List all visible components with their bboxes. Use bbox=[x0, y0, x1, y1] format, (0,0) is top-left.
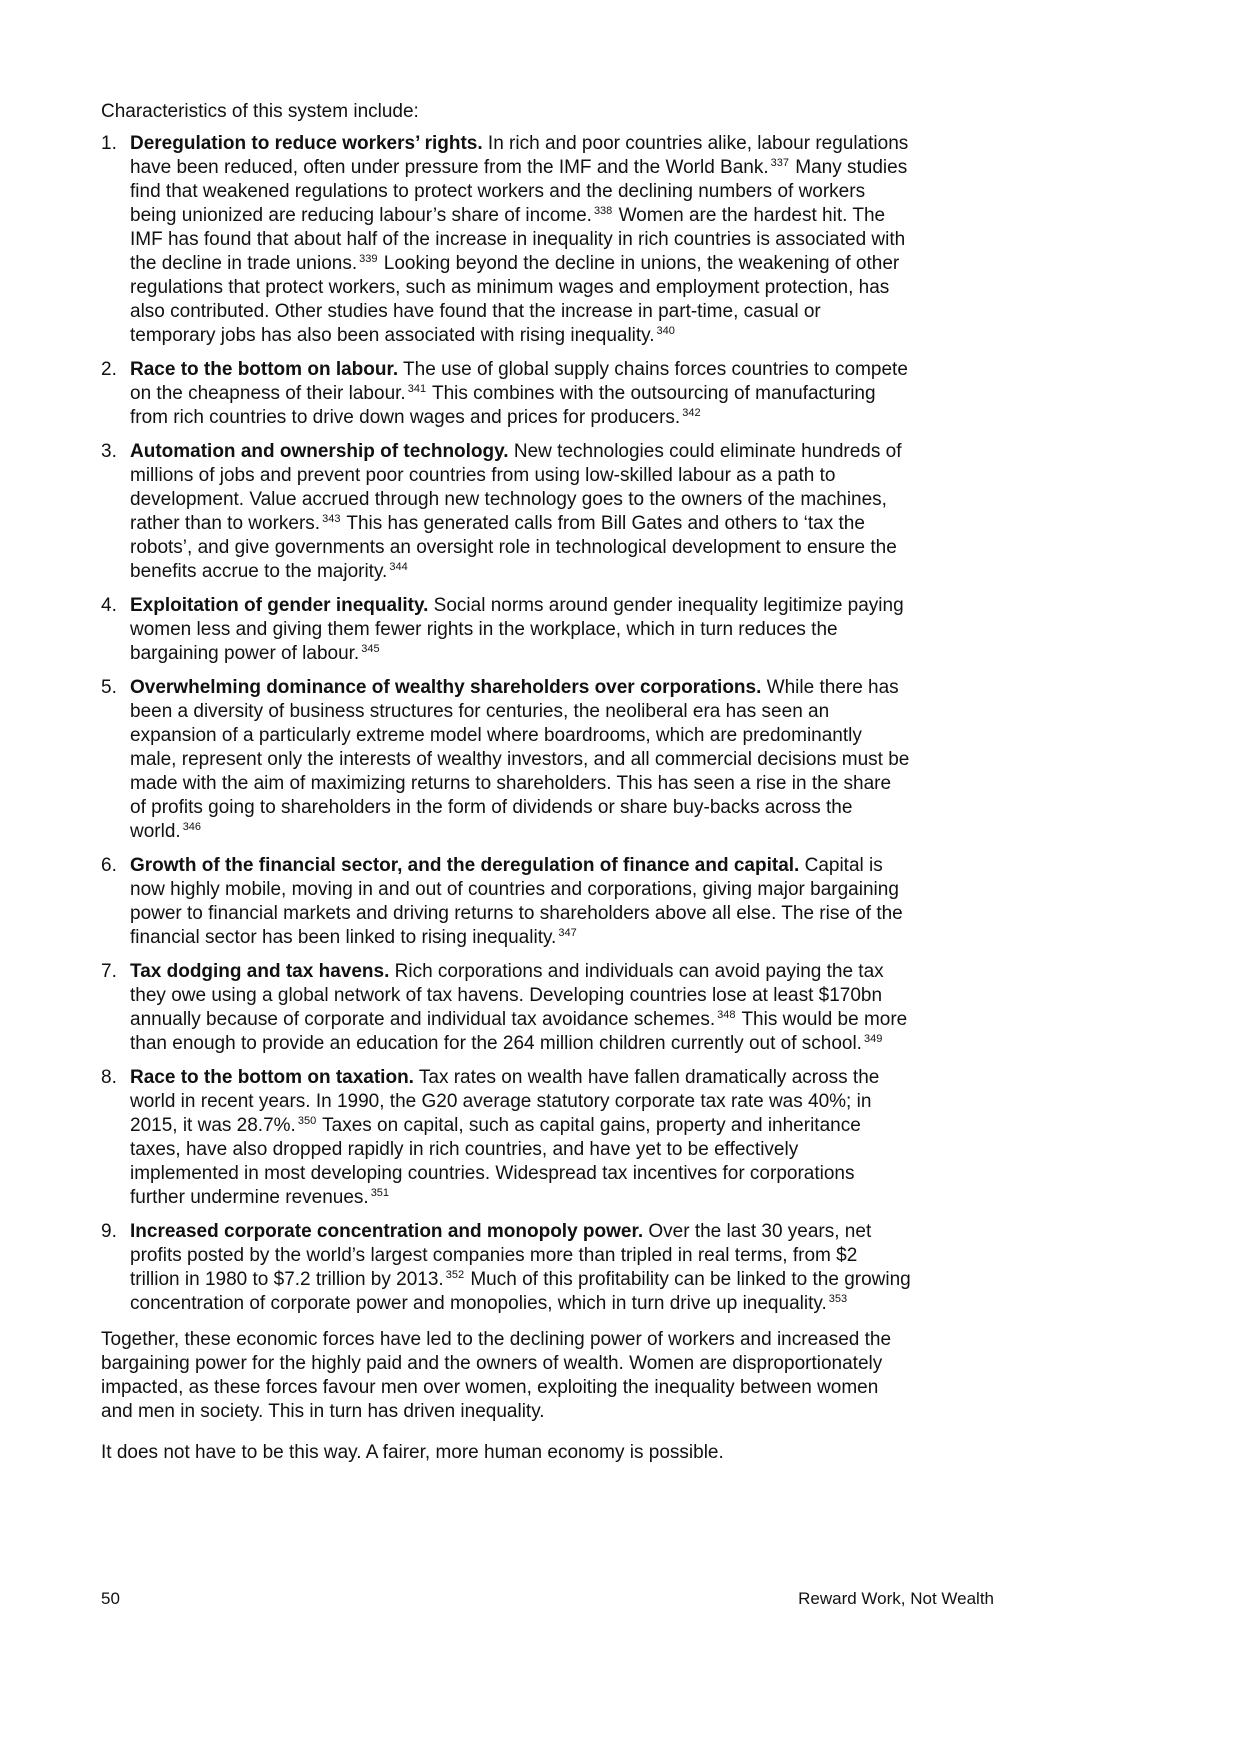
footnote-ref[interactable]: 351 bbox=[370, 1187, 390, 1199]
page-number: 50 bbox=[101, 1589, 120, 1608]
item-heading: Overwhelming dominance of wealthy shareholders over corporations. bbox=[130, 677, 762, 698]
item-number: 6. bbox=[101, 855, 117, 876]
item-text: In rich and poor countries alike, labour regulations have been reduced, often under pressure from the IMF and the World Bank. bbox=[130, 133, 909, 178]
footnote-ref[interactable]: 344 bbox=[389, 561, 408, 573]
item-text: This has generated calls from Bill Gates and others to ‘tax the robots’, and give governments an oversight role in technological development to ensure the benefits accrue to the majority. bbox=[130, 513, 897, 582]
footnote-ref[interactable]: 338 bbox=[593, 205, 613, 217]
footnote-ref[interactable]: 348 bbox=[717, 1009, 736, 1021]
item-heading: Deregulation to reduce workers’ rights. bbox=[130, 133, 483, 154]
item-number: 1. bbox=[101, 133, 117, 154]
item-number: 2. bbox=[101, 359, 117, 380]
item-heading: Race to the bottom on taxation. bbox=[130, 1067, 414, 1088]
footnote-ref[interactable]: 347 bbox=[558, 927, 577, 939]
footnote-ref[interactable]: 345 bbox=[361, 643, 380, 655]
conclusion-paragraph: Together, these economic forces have led to the declining power of workers and increased the bargaining power for the highly paid and the owners of wealth. Women are disproportionately impacted, as these forces favour men over women, exploiting the inequality between women and men in society. This in turn has driven inequality. bbox=[101, 1329, 892, 1422]
footnote-ref[interactable]: 349 bbox=[863, 1033, 883, 1045]
item-number: 5. bbox=[101, 677, 117, 698]
document-title: Reward Work, Not Wealth bbox=[798, 1589, 994, 1608]
item-text: This combines with the outsourcing of manufacturing from rich countries to drive down wages and prices for producers. bbox=[130, 383, 876, 428]
item-number: 3. bbox=[101, 441, 117, 462]
item-text: Many studies find that weakened regulations to protect workers and the declining numbers of workers being unionized are reducing labour’s share of income. bbox=[130, 157, 908, 226]
item-heading: Growth of the financial sector, and the deregulation of finance and capital. bbox=[130, 855, 800, 876]
item-text: Social norms around gender inequality legitimize paying women less and giving them fewer rights in the workplace, which in turn reduces the bargaining power of labour. bbox=[130, 595, 904, 664]
list-item bbox=[101, 132, 911, 348]
footnote-ref[interactable]: 337 bbox=[770, 157, 789, 169]
item-text: Looking beyond the decline in unions, the weakening of other regulations that protect workers, such as minimum wages and employment protection, has also contributed. Other studies have found that the increase in part-time, casual or temporary jobs has also been associated with rising inequality. bbox=[130, 253, 900, 346]
item-number: 9. bbox=[101, 1221, 117, 1242]
item-text: Much of this profitability can be linked to the growing concentration of corporate power and monopolies, which in turn drive up inequality. bbox=[130, 1269, 911, 1314]
item-text: Rich corporations and individuals can avoid paying the tax they owe using a global network of tax havens. Developing countries lose at least $170bn annually because of corporate and individual tax avoidance schemes. bbox=[130, 961, 884, 1030]
list-item bbox=[101, 1220, 911, 1316]
item-text: The use of global supply chains forces countries to compete on the cheapness of their labour. bbox=[130, 359, 908, 404]
closing-paragraph: It does not have to be this way. A fairer, more human economy is possible. bbox=[101, 1442, 724, 1463]
item-text: Taxes on capital, such as capital gains, property and inheritance taxes, have also dropped rapidly in rich countries, and have yet to be effectively implemented in most developing countries. Widespread tax incentives for corporations further undermine revenues. bbox=[130, 1115, 861, 1208]
item-text: Capital is now highly mobile, moving in and out of countries and corporations, giving major bargaining power to financial markets and driving returns to shareholders above all else. The rise of the financial sector has been linked to rising inequality. bbox=[130, 855, 903, 948]
list-item bbox=[101, 1066, 911, 1210]
page-content bbox=[101, 100, 911, 1465]
item-heading: Tax dodging and tax havens. bbox=[130, 961, 390, 982]
item-heading: Increased corporate concentration and monopoly power. bbox=[130, 1221, 644, 1242]
footnote-ref[interactable]: 350 bbox=[297, 1115, 317, 1127]
item-number: 4. bbox=[101, 595, 117, 616]
footnote-ref[interactable]: 352 bbox=[445, 1269, 465, 1281]
footnote-ref[interactable]: 342 bbox=[682, 407, 701, 419]
footnote-ref[interactable]: 341 bbox=[407, 383, 427, 395]
list-item bbox=[101, 676, 911, 844]
item-text: Women are the hardest hit. The IMF has found that about half of the increase in inequality in rich countries is associated with the decline in trade unions. bbox=[130, 205, 906, 274]
list-item bbox=[101, 440, 911, 584]
footnote-ref[interactable]: 339 bbox=[359, 253, 378, 265]
item-number: 8. bbox=[101, 1067, 117, 1088]
footnote-ref[interactable]: 346 bbox=[182, 821, 202, 833]
characteristics-list bbox=[101, 132, 911, 1316]
item-heading: Exploitation of gender inequality. bbox=[130, 595, 429, 616]
item-text: While there has been a diversity of business structures for centuries, the neoliberal era has seen an expansion of a particularly extreme model where boardrooms, which are predominantly male, represent only the interests of wealthy investors, and all commercial decisions must be made with the aim of maximizing returns to shareholders. This has seen a rise in the share of profits going to shareholders in the form of dividends or share buy-backs across the world. bbox=[130, 677, 910, 842]
item-text: Over the last 30 years, net profits posted by the world’s largest companies more than tripled in real terms, from $2 trillion in 1980 to $7.2 trillion by 2013. bbox=[130, 1221, 872, 1290]
footnote-ref[interactable]: 340 bbox=[656, 325, 675, 337]
list-item bbox=[101, 594, 911, 666]
item-heading: Automation and ownership of technology. bbox=[130, 441, 509, 462]
item-text: This would be more than enough to provide an education for the 264 million children currently out of school. bbox=[130, 1009, 908, 1054]
item-number: 7. bbox=[101, 961, 117, 982]
item-heading: Race to the bottom on labour. bbox=[130, 359, 399, 380]
list-item bbox=[101, 854, 911, 950]
list-item bbox=[101, 358, 911, 430]
item-text: Tax rates on wealth have fallen dramatically across the world in recent years. In 1990, the G20 average statutory corporate tax rate was 40%; in 2015, it was 28.7%. bbox=[130, 1067, 880, 1136]
footnote-ref[interactable]: 353 bbox=[828, 1293, 848, 1305]
item-text: New technologies could eliminate hundreds of millions of jobs and prevent poor countries from using low-skilled labour as a path to development. Value accrued through new technology goes to the owners of the machines, rather than to workers. bbox=[130, 441, 902, 534]
intro-text: Characteristics of this system include: bbox=[101, 101, 419, 122]
footnote-ref[interactable]: 343 bbox=[322, 513, 341, 525]
list-item bbox=[101, 960, 911, 1056]
